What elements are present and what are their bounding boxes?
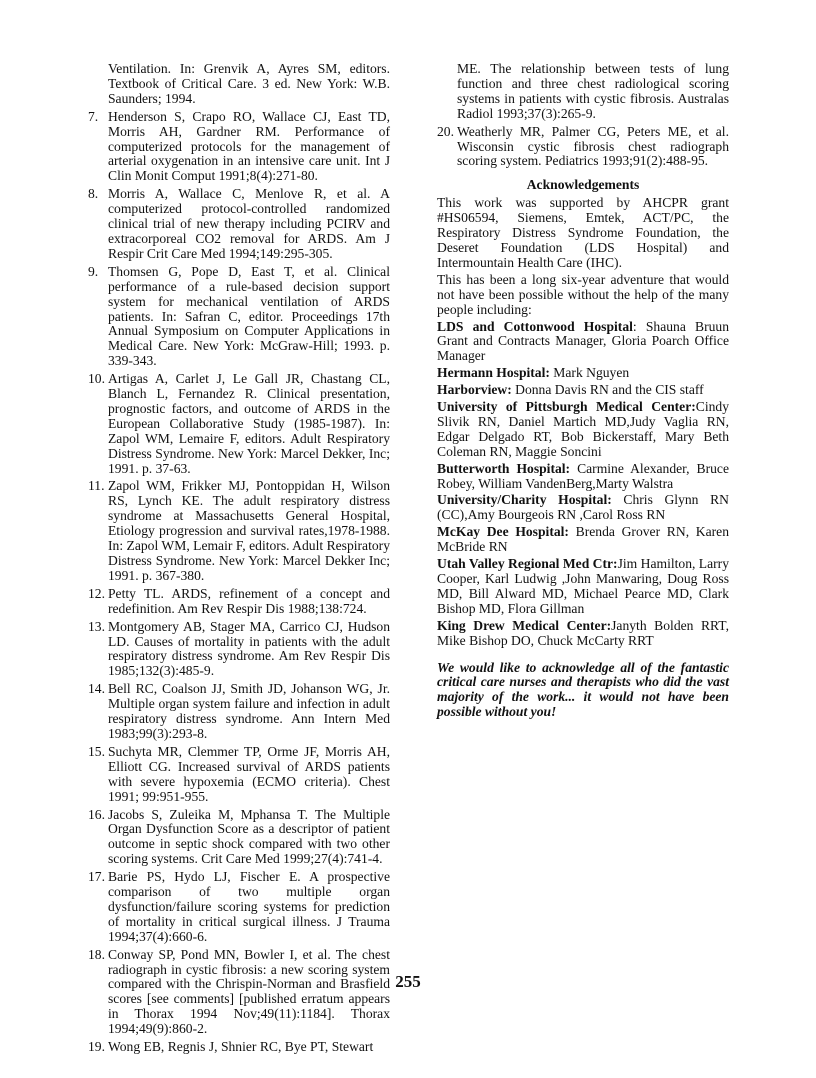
people-names: Mark Nguyen	[549, 365, 630, 381]
institution-name: University of Pittsburgh Medical Center:	[437, 399, 696, 415]
acknowledgements-funding: This work was supported by AHCPR grant #HS06594, Siemens, Emtek, ACT/PC, the Respiratory Distress Syndrome Foundation, the Deseret Foundation (LDS Hospital) and Intermountain Health Care (IHC).	[437, 195, 729, 270]
acknowledgements-intro: This has been a long six-year adventure that would not have been possible without the help of the many people including:	[437, 271, 729, 317]
reference-item: 20. Weatherly MR, Palmer CG, Peters ME, et al. Wisconsin cystic fibrosis chest radiograph scoring system. Pediatrics 1993;91(2):488-95.	[437, 123, 729, 169]
institution-name: McKay Dee Hospital:	[437, 524, 569, 540]
acknowledgement-entry	[437, 557, 729, 617]
reference-item: 10. Artigas A, Carlet J, Le Gall JR, Chastang CL, Blanch L, Fernandez R. Clinical presentation, prognostic factors, and outcome of ARDS in the European Collaborative Study (1985-1987). In: Zapol WM, Lemaire F, editors. Adult Respiratory Distress Syndrome. New York: Marcel Dekker, Inc; 1991. p. 37-63.	[88, 371, 390, 476]
reference-item: ME. The relationship between tests of lung function and three chest radiological scoring systems in patients with cystic fibrosis. Australas Radiol 1993;37(3):265-9.	[457, 61, 729, 121]
institution-name: King Drew Medical Center:	[437, 617, 612, 633]
reference-item: 8. Morris A, Wallace C, Menlove R, et al. A computerized protocol-controlled randomized clinical trial of new therapy including PCIRV and extracorporeal CO2 removal for ARDS. Am J Respir Crit Care Med 1994;149:295-305.	[88, 186, 390, 261]
acknowledgement-entry	[437, 525, 729, 555]
reference-item: Ventilation. In: Grenvik A, Ayres SM, editors. Textbook of Critical Care. 3 ed. New York: W.B. Saunders; 1994.	[108, 61, 390, 106]
institution-name: Butterworth Hospital:	[437, 460, 571, 476]
people-names: Donna Davis RN and the CIS staff	[511, 382, 704, 398]
acknowledgement-entry	[437, 619, 729, 649]
reference-list-right	[437, 62, 729, 169]
institution-name: LDS and Cottonwood Hospital	[437, 318, 633, 334]
right-column	[437, 62, 729, 720]
acknowledgement-entry	[437, 366, 729, 381]
acknowledgement-entry	[437, 462, 729, 492]
people-names: Janyth Bolden RRT, Mike Bishop DO, Chuck McCarty RRT	[437, 617, 729, 648]
acknowledgement-entry	[437, 400, 729, 460]
reference-item: 18. Conway SP, Pond MN, Bowler I, et al. The chest radiograph in cystic fibrosis: a new scoring system compared with the Chrispin-Norman and Brasfield scores [see comments] [published erratum appears in Thorax 1994 Nov;49(11):1184]. Thorax 1994;49(9):860-2.	[88, 946, 390, 1037]
reference-item: 14. Bell RC, Coalson JJ, Smith JD, Johanson WG, Jr. Multiple organ system failure and infection in adult respiratory distress syndrome. Ann Intern Med 1983;99(3):293-8.	[88, 681, 390, 741]
people-names: : Shauna Bruun Grant and Contracts Manager, Gloria Poarch Office Manager	[437, 318, 730, 364]
closing-statement: We would like to acknowledge all of the fantastic critical care nurses and therapists who did the vast majority of the work... it would not have been possible without you!	[437, 659, 729, 720]
institution-name: Hermann Hospital:	[437, 365, 550, 381]
reference-item: 17. Barie PS, Hydo LJ, Fischer E. A prospective comparison of two multiple organ dysfunction/failure scoring systems for prediction of mortality in critical surgical illness. J Trauma 1994;37(4):660-6.	[88, 869, 390, 944]
reference-item: 13. Montgomery AB, Stager MA, Carrico CJ, Hudson LD. Causes of mortality in patients with the adult respiratory distress syndrome. Am Rev Respir Dis 1985;132(3):485-9.	[88, 618, 390, 679]
acknowledgements-heading: Acknowledgements	[526, 177, 640, 193]
reference-item: 12. Petty TL. ARDS, refinement of a concept and redefinition. Am Rev Respir Dis 1988;138:724.	[88, 585, 390, 616]
institution-name: Utah Valley Regional Med Ctr:	[437, 556, 618, 572]
acknowledgement-entry	[437, 320, 729, 365]
reference-item: 11. Zapol WM, Frikker MJ, Pontoppidan H, Wilson RS, Lynch KE. The adult respiratory distress syndrome at Massachusetts General Hospital, Etiology progression and survival rates,1978-1988. In: Zapol WM, Lemair F, editors. Adult Respiratory Distress Syndrome. New York: Marcel Dekker Inc; 1991. p. 367-380.	[88, 478, 390, 583]
institution-name: University/Charity Hospital:	[437, 492, 612, 508]
reference-item: 15. Suchyta MR, Clemmer TP, Orme JF, Morris AH, Elliott CG. Increased survival of ARDS patients with severe hypoxemia (ECMO criteria). Chest 1991; 99:951-955.	[88, 743, 390, 804]
acknowledgement-entry	[437, 383, 729, 398]
people-names: Carmine Alexander, Bruce Robey, William VandenBerg,Marty Walstra	[437, 460, 729, 491]
reference-item: 9. Thomsen G, Pope D, East T, et al. Clinical performance of a rule-based decision support system for mechanical ventilation of ARDS patients. In: Safran C, editor. Proceedings 17th Annual Symposium on Computer Applications in Medical Care. New York: McGraw-Hill; 1993. p. 339-343.	[88, 263, 390, 369]
left-column	[88, 62, 390, 1058]
people-names: Jim Hamilton, Larry Cooper, Karl Ludwig ,John Manwaring, Doug Ross MD, Bill Alward MD, Michael Pearce MD, Clark Bishop MD, Flora Gillman	[437, 556, 729, 616]
institution-name: Harborview:	[437, 382, 512, 398]
people-names: Brenda Grover RN, Karen McBride RN	[437, 524, 729, 555]
people-names: Chris Glynn RN (CC),Amy Bourgeois RN ,Carol Ross RN	[437, 492, 729, 523]
reference-item: 19. Wong EB, Regnis J, Shnier RC, Bye PT, Stewart	[88, 1039, 374, 1055]
page-number: 255	[395, 972, 421, 991]
people-names: Cindy Slivik RN, Daniel Martich MD,Judy Vaglia RN, Edgar Delgado RT, Bob Bickerstaff, Mary Beth Coleman RN, Maggie Soncini	[437, 399, 729, 459]
acknowledgement-entry	[437, 493, 729, 523]
reference-list-left	[88, 62, 390, 1055]
reference-item: 7. Henderson S, Crapo RO, Wallace CJ, East TD, Morris AH, Gardner RM. Performance of computerized protocols for the management of arterial oxygenation in an intensive care unit. Int J Clin Monit Comput 1991;8(4):271-80.	[88, 108, 390, 184]
reference-item: 16. Jacobs S, Zuleika M, Mphansa T. The Multiple Organ Dysfunction Score as a descriptor of patient outcome in septic shock compared with two other scoring systems. Crit Care Med 1999;27(4):741-4.	[88, 806, 390, 867]
